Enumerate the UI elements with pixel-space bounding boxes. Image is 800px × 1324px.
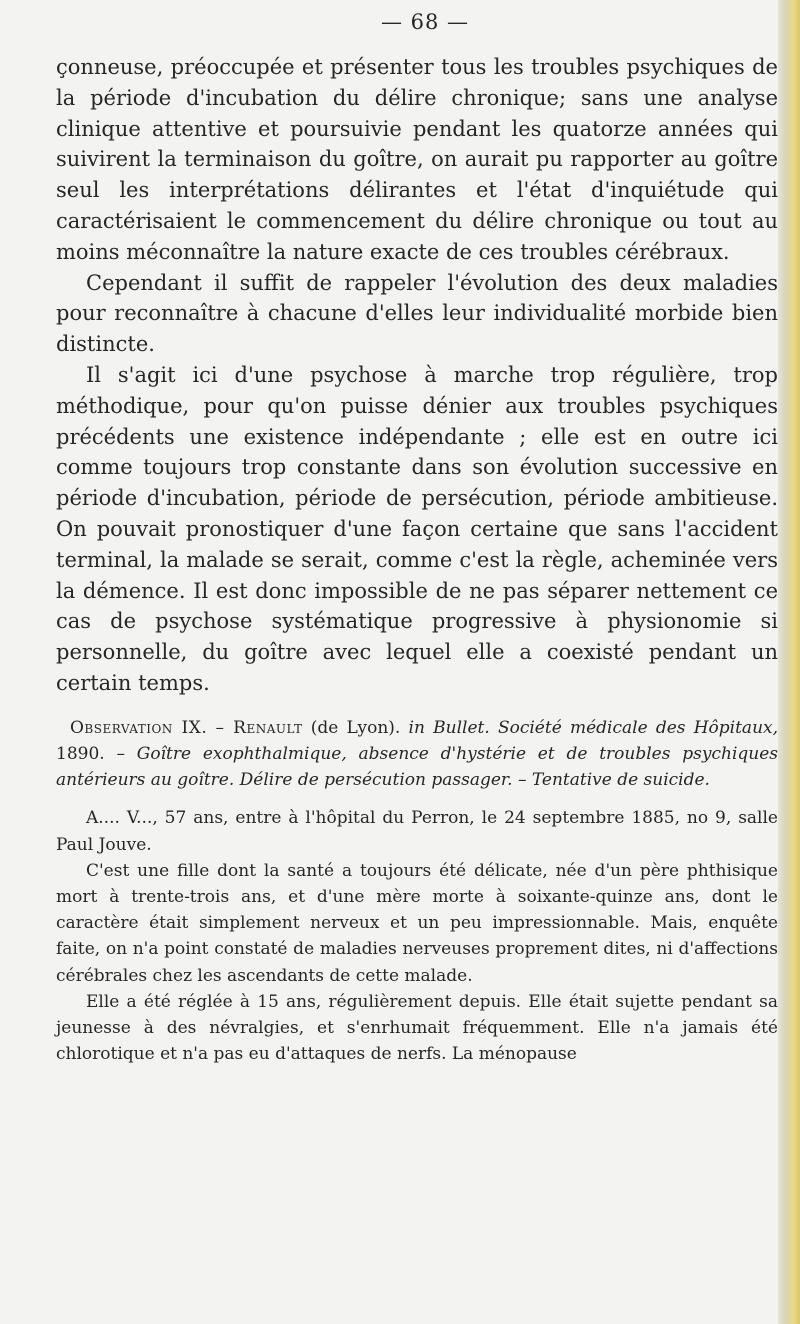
spacer	[56, 793, 778, 805]
observation-place: (de Lyon).	[310, 717, 401, 738]
observation-title: – Goître exophthalmique, absence d'hystérie et de troubles psychiques antérieurs au goître. Délire de persécution passager. – Tentative de suicide.	[56, 743, 778, 791]
observation-paragraph-2: C'est une fille dont la santé a toujours été délicate, née d'un père phthisique mort à trente-trois ans, et d'une mère morte à soixante-quinze ans, dont le caractère était simplement nerveux et un peu impressionnable. Mais, enquête faite, on n'a point constaté de maladies nerveuses proprement dites, ni d'affections cérébrales chez les ascendants de cette malade.	[56, 860, 778, 986]
page-content	[56, 10, 778, 1067]
main-text	[56, 52, 778, 699]
observation-author: – Renault	[215, 717, 303, 738]
observation-heading	[56, 715, 778, 794]
observation-paragraph-1: A.... V..., 57 ans, entre à l'hôpital du Perron, le 24 septembre 1885, no 9, salle Paul Jouve.	[56, 808, 778, 855]
observation-label: Observation IX.	[70, 717, 208, 738]
paragraph-3: Il s'agit ici d'une psychose à marche trop régulière, trop méthodique, pour qu'on puisse dénier aux troubles psychiques précédents une existence indépendante ; elle est en outre ici comme toujours trop constante dans son évolution successive en période d'incubation, période de persécution, période ambitieuse. On pouvait pronostiquer d'une façon certaine que sans l'accident terminal, la malade se serait, comme c'est la règle, acheminée vers la démence. Il est donc impossible de ne pas séparer nettement ce cas de psychose systématique progressive à physionomie si personnelle, du goître avec lequel elle a coexisté pendant un certain temps.	[56, 362, 778, 695]
observation-block	[56, 715, 778, 1068]
observation-year: 1890.	[56, 743, 105, 764]
observation-source: in Bullet. Société médicale des Hôpitaux,	[408, 717, 779, 738]
paragraph-2: Cependant il suffit de rappeler l'évolution des deux maladies pour reconnaître à chacune d'elles leur individualité morbide bien distincte.	[56, 270, 778, 357]
paragraph-1: çonneuse, préoccupée et présenter tous les troubles psychiques de la période d'incubation du délire chronique; sans une analyse clinique attentive et poursuivie pendant les quatorze années qui suivirent la terminaison du goître, on aurait pu rapporter au goître seul les interprétations délirantes et l'état d'inquiétude qui caractérisaient le commencement du délire chronique ou tout au moins méconnaître la nature exacte de ces troubles cérébraux.	[56, 55, 778, 264]
page-number: — 68 —	[380, 10, 470, 34]
page-edge-stain	[778, 0, 800, 1324]
observation-paragraph-3: Elle a été réglée à 15 ans, régulièrement depuis. Elle était sujette pendant sa jeunesse à des névralgies, et s'enrhumait fréquemment. Elle n'a jamais été chlorotique et n'a pas eu d'attaques de nerfs. La ménopause	[56, 991, 778, 1065]
